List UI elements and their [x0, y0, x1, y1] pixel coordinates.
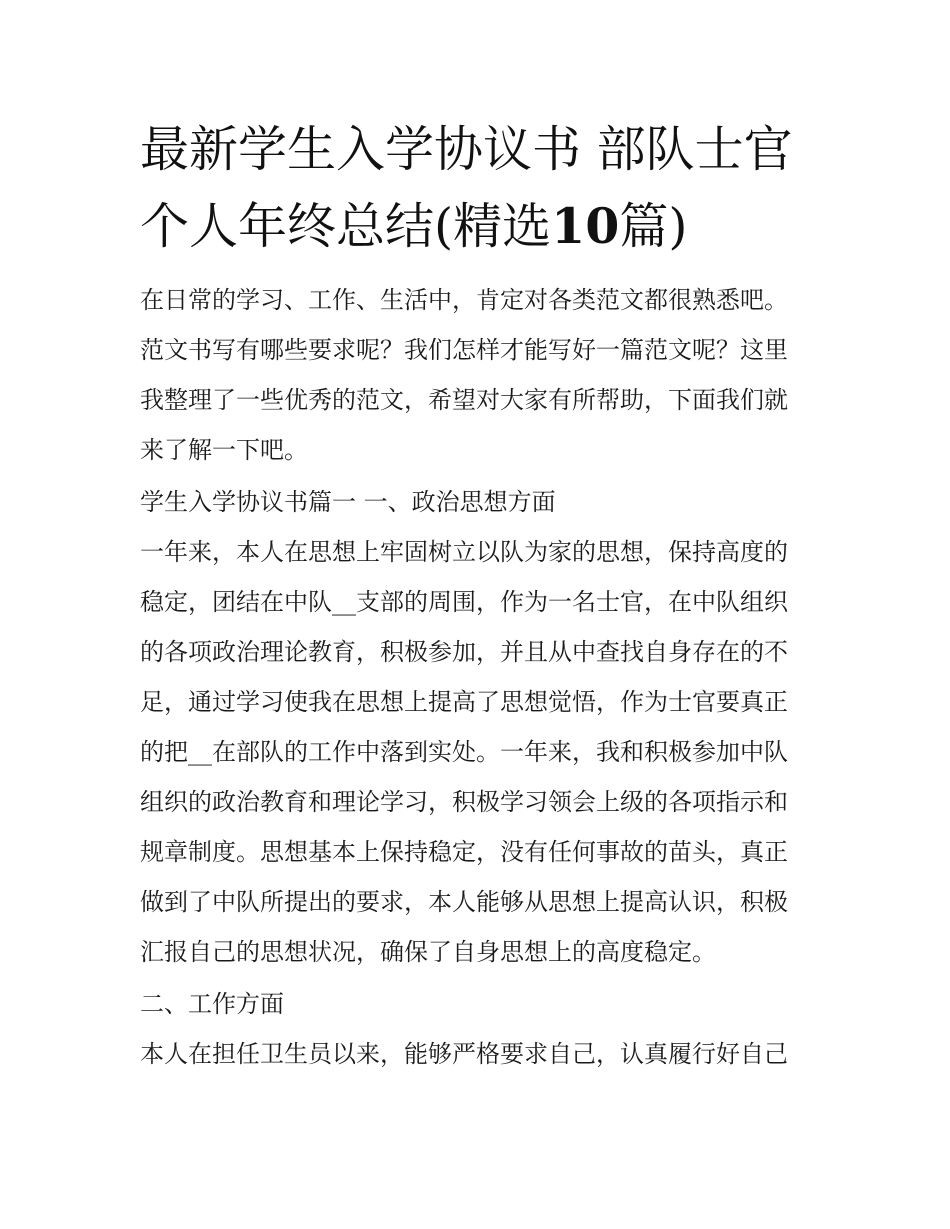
- section-heading: 学生入学协议书篇一 一、政治思想方面: [140, 488, 556, 516]
- body-line: 稳定，团结在中队__支部的周围，作为一名士官，在中队组织: [140, 588, 788, 616]
- title-line-2-number: 10: [551, 197, 620, 255]
- document-title: [140, 112, 840, 265]
- title-line-1: 最新学生入学协议书 部队士官: [140, 121, 793, 178]
- title-line-2-text: 个人年终总结(精选: [140, 198, 552, 255]
- body-line: 我整理了一些优秀的范文，希望对大家有所帮助，下面我们就: [140, 386, 788, 414]
- body-line: 做到了中队所提出的要求，本人能够从思想上提高认识，积极: [140, 888, 788, 916]
- body-line: 的各项政治理论教育，积极参加，并且从中查找自身存在的不: [140, 638, 788, 666]
- section-heading: 二、工作方面: [140, 990, 284, 1018]
- body-line: 本人在担任卫生员以来，能够严格要求自己，认真履行好自己: [140, 1040, 788, 1068]
- body-line: 来了解一下吧。: [140, 436, 308, 464]
- title-line-2-suffix: 篇): [619, 198, 688, 255]
- body-line: 足，通过学习使我在思想上提高了思想觉悟，作为士官要真正: [140, 688, 788, 716]
- body-line: 组织的政治教育和理论学习，积极学习领会上级的各项指示和: [140, 788, 788, 816]
- body-line: 汇报自己的思想状况，确保了自身思想上的高度稳定。: [140, 938, 716, 966]
- body-line: 的把__在部队的工作中落到实处。一年来，我和积极参加中队: [140, 738, 788, 766]
- body-line: 规章制度。思想基本上保持稳定，没有任何事故的苗头，真正: [140, 838, 788, 866]
- body-line: 范文书写有哪些要求呢？我们怎样才能写好一篇范文呢？这里: [140, 336, 788, 364]
- body-line: 一年来，本人在思想上牢固树立以队为家的思想，保持高度的: [140, 538, 788, 566]
- body-line: 在日常的学习、工作、生活中，肯定对各类范文都很熟悉吧。: [140, 286, 788, 314]
